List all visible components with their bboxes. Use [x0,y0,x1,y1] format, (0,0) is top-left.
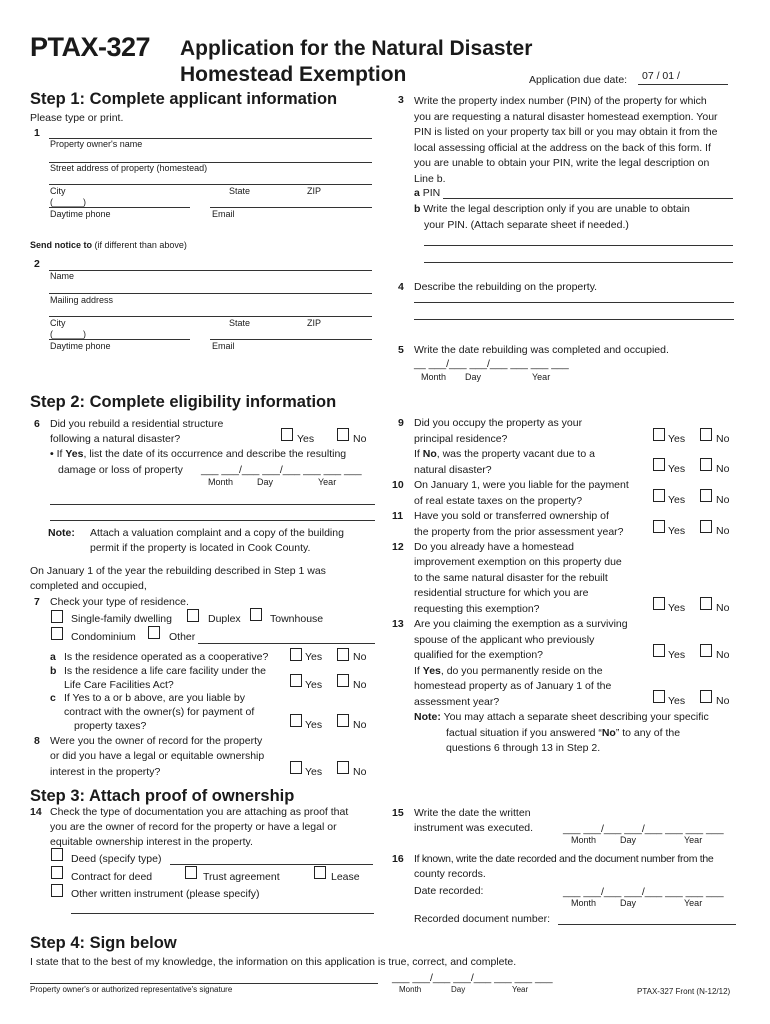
item-number-3: 3 [398,94,404,106]
q8-yes-checkbox[interactable] [290,761,302,774]
q13-line4-rest: , do you permanently reside on the [440,665,603,677]
step2-heading: Step 2: Complete eligibility information [30,393,337,411]
q9-line1: Did you occupy the property as your [414,417,583,429]
q7b-line2: Life Care Facilities Act? [64,679,174,691]
date-recorded-field[interactable]: ___ ___/___ ___/___ ___ ___ ___ [563,886,724,898]
q11-line1: Have you sold or transferred ownership of [414,510,609,522]
q7b-line1: Is the residence a life care facility under the [64,665,266,677]
q9b-yes-label: Yes [668,463,686,475]
item-number-16: 16 [392,853,404,865]
q3b-text2: your PIN. (Attach separate sheet if needed.) [424,219,629,231]
q3a-text: PIN [419,187,441,199]
q10-line2: of real estate taxes on the property? [414,495,583,507]
q9-line3 [414,448,595,461]
q3b-label [414,203,690,216]
daytime-phone-label: Daytime phone [50,209,111,219]
city-label: City [50,186,66,196]
q7c-line2: contract with the owner(s) for payment of [64,706,255,718]
item-number-1: 1 [34,127,40,139]
q6-line2: following a natural disaster? [50,433,181,445]
condominium-checkbox[interactable] [51,627,63,640]
q8-no-label: No [353,766,367,778]
q5-text: Write the date rebuilding was completed and occupied. [414,344,669,356]
item-number-9: 9 [398,417,404,429]
q3-line: Line b. [414,172,446,185]
item-number-12: 12 [392,541,404,553]
q6-line3: , list the date of its occurrence and describe the resulting [83,448,347,460]
notice-email-field[interactable] [210,339,372,340]
city-state-zip-field[interactable] [49,184,372,185]
footer-form-code: PTAX-327 Front (N-12/12) [637,987,731,996]
q6-date-field[interactable]: ___ ___/___ ___/___ ___ ___ ___ [201,464,362,476]
step1-intro: Please type or print. [30,112,124,124]
q13b-yes-label: Yes [668,695,686,707]
other-instrument-checkbox[interactable] [51,884,63,897]
q7c-line3: property taxes? [74,720,147,732]
q3-line: PIN is listed on your property tax bill or you may obtain it from the [414,126,718,138]
q3-line: Write the property index number (PIN) of the property for which [414,95,707,107]
q9-line3-rest: , was the property vacant due to a [436,448,595,460]
q5-day-label: Day [465,372,482,382]
q7a-no-checkbox[interactable] [337,648,349,661]
step3-heading: Step 3: Attach proof of ownership [30,787,295,805]
trust-agreement-label: Trust agreement [203,871,280,883]
q3-line: you are requesting a natural disaster homestead exemption. Your [414,110,718,123]
other-instrument-field[interactable] [71,913,374,914]
q6-year-label: Year [318,477,337,487]
contract-for-deed-checkbox[interactable] [51,866,63,879]
note-label: Note: [48,527,75,539]
due-date-line [638,84,728,85]
q13-yes-checkbox[interactable] [653,644,665,657]
other-residence-label: Other [169,631,196,643]
state-label: State [229,186,251,196]
q6-line1: Did you rebuild a residential structure [50,418,224,430]
q7c-line1: If Yes to a or b above, are you liable by [64,692,245,704]
deed-label: Deed (specify type) [71,853,162,865]
deed-type-field[interactable] [170,864,373,865]
q15-date-field[interactable]: ___ ___/___ ___/___ ___ ___ ___ [563,823,724,835]
q12-yes-label: Yes [668,602,686,614]
q9-line2: principal residence? [414,433,508,445]
townhouse-label: Townhouse [270,613,324,625]
notice-email-label: Email [212,341,235,351]
q13-no-label: No [716,649,730,661]
notice-name-label: Name [50,271,75,281]
q8-no-checkbox[interactable] [337,761,349,774]
q8-yes-label: Yes [305,766,323,778]
note2-no: No [601,727,616,739]
q7-text: Check your type of residence. [50,596,189,608]
legal-description-line-2[interactable] [424,262,733,263]
q13-yes-label: Yes [668,649,686,661]
q5-month-label: Month [421,372,447,382]
notice-phone-field[interactable] [49,339,190,340]
item-number-15: 15 [392,807,404,819]
q11-no-label: No [716,525,730,537]
contract-for-deed-label: Contract for deed [71,871,153,883]
date-recorded-label: Date recorded: [414,885,484,897]
q13-line6: assessment year? [414,696,500,708]
item-number-11: 11 [392,510,404,522]
signature-date-field[interactable]: ___ ___/___ ___/___ ___ ___ ___ [392,972,553,984]
q5-year-label: Year [532,372,551,382]
q13b-no-checkbox[interactable] [700,690,712,703]
sig-day-label: Day [451,985,466,994]
q14-line3: equitable ownership interest in the property. [50,836,253,848]
q14-line2: you are the owner of record for the property or have a legal or [50,821,337,833]
q15-line2: instrument was executed. [414,822,534,834]
q12-line3: to the same natural disaster for the rebuilt [414,572,608,584]
q6-no-checkbox[interactable] [337,428,349,441]
condominium-label: Condominium [71,631,136,643]
q3-text [414,94,744,187]
item-number-8: 8 [34,735,40,747]
sig-year-label: Year [512,985,529,994]
note2-text1: You may attach a separate sheet describing your specific [440,711,709,723]
q3-line: you are unable to obtain your PIN, write the legal description on [414,157,710,169]
q9-line4: natural disaster? [414,464,492,476]
other-residence-field[interactable] [198,643,375,644]
q7b-yes-label: Yes [305,679,323,691]
send-notice-bold: Send notice to [30,240,93,250]
q13-line3: qualified for the exemption? [414,649,543,661]
lease-label: Lease [331,871,360,883]
q7a-no-label: No [353,651,367,663]
q12-line4: residential structure for which you are [414,587,589,599]
note-line2: permit if the property is located in Cook County. [90,542,311,554]
q6-line4: damage or loss of property [58,464,183,476]
q6-yes-checkbox[interactable] [281,428,293,441]
item-number-2: 2 [34,258,40,270]
q11-no-checkbox[interactable] [700,520,712,533]
q10-no-checkbox[interactable] [700,489,712,502]
q7b-letter: b [50,665,57,677]
q9-no-checkbox[interactable] [700,428,712,441]
q9-yes-label: Yes [668,433,686,445]
q14-line1: Check the type of documentation you are attaching as proof that [50,806,349,818]
trust-agreement-checkbox[interactable] [185,866,197,879]
q16-month-label: Month [571,898,597,908]
notice-state-label: State [229,318,251,328]
deed-checkbox[interactable] [51,848,63,861]
note2-text2a: factual situation if you answered “ [446,727,602,739]
due-date-label: Application due date: [529,74,628,86]
rebuilding-line-1[interactable] [414,302,734,303]
q12-no-checkbox[interactable] [700,597,712,610]
q10-yes-checkbox[interactable] [653,489,665,502]
q8-line3: interest in the property? [50,766,161,778]
recorded-doc-label: Recorded document number: [414,913,550,925]
pin-field[interactable] [443,198,733,199]
q6-if: If [56,448,66,460]
q10-line1: On January 1, were you liable for the payment [414,479,629,491]
q6-yes-label: Yes [297,433,315,445]
email-field[interactable] [210,207,372,208]
q7c-letter: c [50,692,56,704]
q16-line2: county records. [414,868,486,880]
q9b-no-checkbox[interactable] [700,458,712,471]
q15-year-label: Year [684,835,703,845]
other-instrument-label: Other written instrument (please specify) [71,888,260,900]
q6-description-line-1[interactable] [50,504,375,505]
q12-line2: improvement exemption on this property due [414,556,622,568]
q7b-no-checkbox[interactable] [337,674,349,687]
phone-area-code: (______) [50,197,87,207]
q13-line1: Are you claiming the exemption as a surviving [414,618,628,630]
email-label: Email [212,209,235,219]
q15-month-label: Month [571,835,597,845]
q7b-no-label: No [353,679,367,691]
q16-year-label: Year [684,898,703,908]
legal-description-line-1[interactable] [424,245,733,246]
signature-label: Property owner's or authorized representative's signature [30,985,233,994]
form-title-line1: Application for the Natural Disaster [180,37,533,60]
lease-checkbox[interactable] [314,866,326,879]
note2-label: Note: [414,711,441,723]
q7a-yes-label: Yes [305,651,323,663]
sig-month-label: Month [399,985,422,994]
item-number-13: 13 [392,618,404,630]
q9b-no-label: No [716,463,730,475]
q11-yes-label: Yes [668,525,686,537]
q8-line2: or did you have a legal or equitable ownership [50,750,265,762]
other-residence-checkbox[interactable] [148,626,160,639]
q10-no-label: No [716,494,730,506]
q9-if-no: No [422,448,437,460]
q7c-no-label: No [353,719,367,731]
duplex-label: Duplex [208,613,241,625]
mailing-address-field[interactable] [49,293,372,294]
rebuilding-line-2[interactable] [414,319,734,320]
q6-if-yes: Yes [65,448,84,460]
send-notice-rest: (if different than above) [92,240,187,250]
form-code: PTAX-327 [30,32,151,62]
q6-no-label: No [353,433,367,445]
note2-line2 [446,727,680,740]
notice-phone-label: Daytime phone [50,341,111,351]
send-notice-label [30,240,187,251]
q9-if: If [414,448,423,460]
note2-line1 [414,711,709,724]
mailing-address-label: Mailing address [50,295,114,305]
q13-if-yes: Yes [422,665,441,677]
q3b-letter: b [414,203,421,215]
q4-text: Describe the rebuilding on the property. [414,281,598,293]
q12-line5: requesting this exemption? [414,603,540,615]
q7c-no-checkbox[interactable] [337,714,349,727]
jan-line1: On January 1 of the year the rebuilding described in Step 1 was [30,565,326,577]
item-number-4: 4 [398,281,404,293]
q5-date-field[interactable]: __ ___/___ ___/___ ___ ___ ___ [414,358,569,370]
q7c-yes-label: Yes [305,719,323,731]
q12-no-label: No [716,602,730,614]
single-family-checkbox[interactable] [51,610,63,623]
notice-phone-area-code: (______) [50,329,87,339]
note-line1: Attach a valuation complaint and a copy of the building [90,527,344,539]
q7a-yes-checkbox[interactable] [290,648,302,661]
single-family-label: Single-family dwelling [71,613,172,625]
step4-heading: Step 4: Sign below [30,934,177,952]
q7a-text: Is the residence operated as a cooperative? [64,651,269,663]
q15-line1: Write the date the written [414,807,531,819]
q13b-no-label: No [716,695,730,707]
step1-heading: Step 1: Complete applicant information [30,90,338,108]
q9-no-label: No [716,433,730,445]
q3a-letter: a [414,187,420,199]
q13-no-checkbox[interactable] [700,644,712,657]
duplex-checkbox[interactable] [187,609,199,622]
form-title-line2: Homestead Exemption [180,63,407,86]
q3-line: local assessing official at the address on the back of this form. If [414,141,711,154]
item-number-10: 10 [392,479,404,491]
zip-label: ZIP [307,186,322,196]
q7b-yes-checkbox[interactable] [290,674,302,687]
q6-month-label: Month [208,477,234,487]
recorded-doc-field[interactable] [558,924,736,925]
note2-line3: questions 6 through 13 in Step 2. [446,742,601,754]
jan-line2: completed and occupied, [30,580,147,592]
item-number-6: 6 [34,418,40,430]
q13-line5: homestead property as of January 1 of the [414,680,612,692]
notice-zip-label: ZIP [307,318,322,328]
q9b-yes-checkbox[interactable] [653,458,665,471]
item-number-7: 7 [34,596,40,608]
q6-description-line-2[interactable] [50,520,375,521]
q12-line1: Do you already have a homestead [414,541,574,553]
bullet: • [50,448,54,460]
q15-day-label: Day [620,835,637,845]
q13b-yes-checkbox[interactable] [653,690,665,703]
due-date-value: 07 / 01 / [642,70,680,82]
q6-bullet-line [50,448,346,461]
q13-line4 [414,665,603,678]
townhouse-checkbox[interactable] [250,608,262,621]
q13-if: If [414,665,423,677]
q11-yes-checkbox[interactable] [653,520,665,533]
q10-yes-label: Yes [668,494,686,506]
notice-city-state-zip-field[interactable] [49,316,372,317]
item-number-5: 5 [398,344,404,356]
q3b-text1: Write the legal description only if you are unable to obtain [420,203,690,215]
q7a-letter: a [50,651,56,663]
step4-statement: I state that to the best of my knowledge, the information on this application is true, correct, and complete. [30,956,517,968]
owner-name-label: Property owner's name [50,139,143,149]
q8-line1: Were you the owner of record for the property [50,735,263,747]
q16-line1: If known, write the date recorded and the document number from the [414,853,714,865]
notice-city-label: City [50,318,66,328]
q16-day-label: Day [620,898,637,908]
q9-yes-checkbox[interactable] [653,428,665,441]
q12-yes-checkbox[interactable] [653,597,665,610]
item-number-14: 14 [30,806,42,818]
q6-day-label: Day [257,477,274,487]
note2-text2c: ” to any of the [615,727,681,739]
q3a-label [414,187,440,200]
signature-field[interactable] [30,983,378,984]
q7c-yes-checkbox[interactable] [290,714,302,727]
daytime-phone-field[interactable] [49,207,190,208]
street-address-label: Street address of property (homestead) [50,163,208,173]
q11-line2: the property from the prior assessment year? [414,526,624,538]
q13-line2: spouse of the applicant who previously [414,634,595,646]
notice-name-field[interactable] [49,270,372,271]
